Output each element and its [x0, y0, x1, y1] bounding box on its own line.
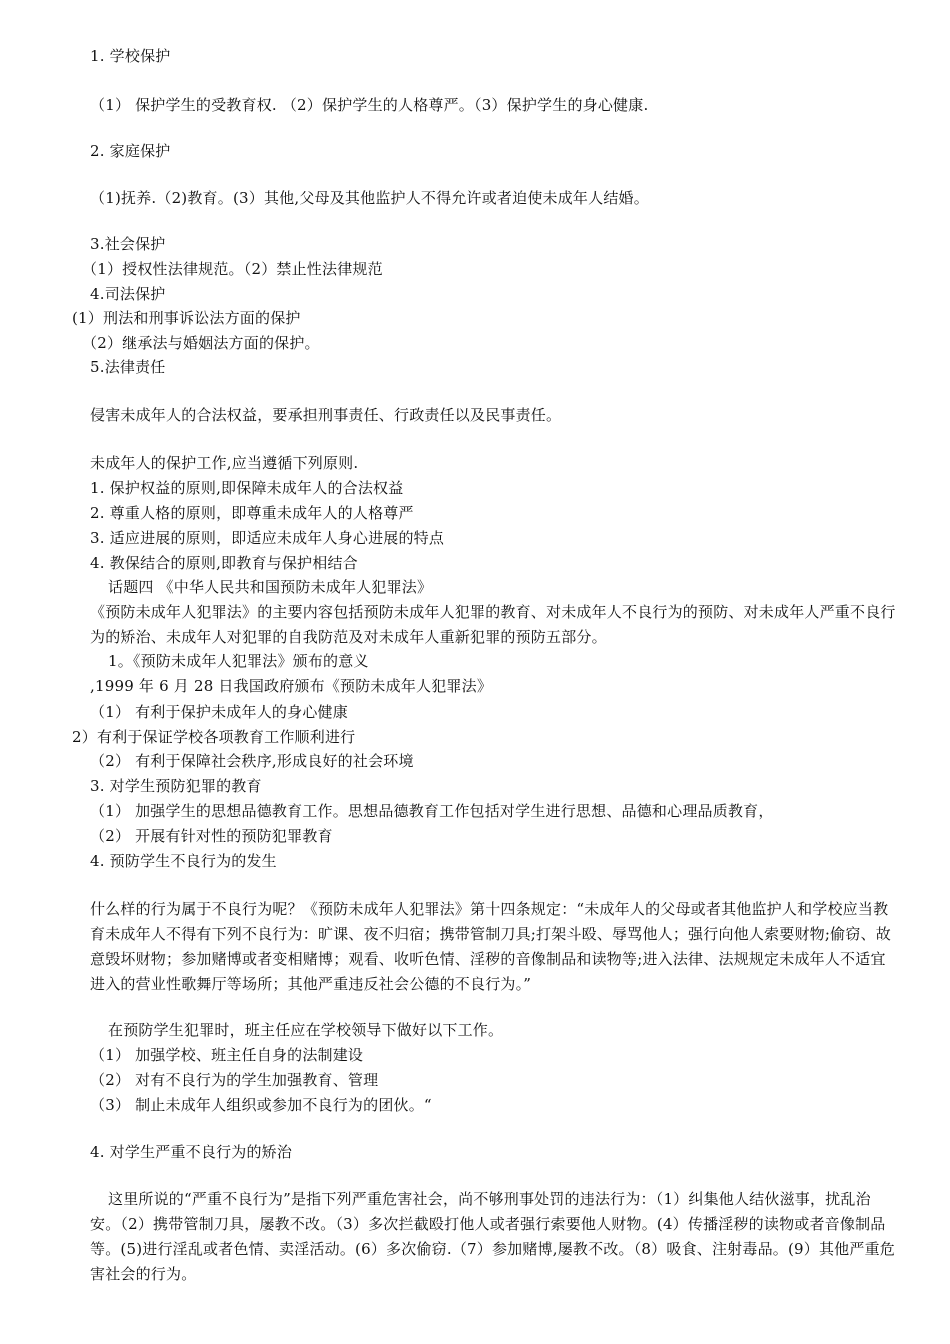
school-protection-items: （1） 保护学生的受教育权. （2）保护学生的人格尊严。（3）保护学生的身心健康. — [90, 96, 649, 114]
teacher-duty-2: （2） 对有不良行为的学生加强教育、管理 — [90, 1071, 379, 1089]
heading-social-protection: 3.社会保护 — [90, 235, 166, 253]
serious-bad-behavior-paragraph: 这里所说的“严重不良行为”是指下列严重危害社会，尚不够刑事处罚的违法行为：（1）纠集他人结伙滋事，扰乱治安。（2）携带管制刀具，屡教不改。（3）多次拦截殴打他人或者强行索要他人财物。(4）传播淫秽的读物或者音像制品等。(5)进行淫乱或者色情、卖淫活动。(6）多次偷窃.（7）参加赌博,屡教不改。（8）吸食、注射毒品。(9）其他严重危害社会的行为。 — [90, 1190, 895, 1283]
heading-school-protection: 1. 学校保护 — [90, 47, 171, 65]
principle-2: 2. 尊重人格的原则，即尊重未成年人的人格尊严 — [90, 504, 414, 522]
social-protection-items: （1）授权性法律规范。（2）禁止性法律规范 — [82, 260, 383, 278]
judicial-protection-item-2: （2）继承法与婚姻法方面的保护。 — [82, 334, 320, 352]
topic-four-heading: 话题四 《中华人民共和国预防未成年人犯罪法》 — [108, 578, 433, 596]
teacher-duty-1: （1） 加强学校、班主任自身的法制建设 — [90, 1046, 364, 1064]
significance-item-2: 2）有利于保证学校各项教育工作顺利进行 — [72, 728, 356, 746]
heading-serious-bad-behavior: 4. 对学生严重不良行为的矫治 — [90, 1143, 293, 1161]
promulgation-date: ,1999 年 6 月 28 日我国政府颁布《预防未成年人犯罪法》 — [90, 677, 493, 695]
principle-1: 1. 保护权益的原则,即保障未成年人的合法权益 — [90, 479, 404, 497]
heading-crime-prevention-education: 3. 对学生预防犯罪的教育 — [90, 777, 262, 795]
significance-heading: 1。《预防未成年人犯罪法》颁布的意义 — [108, 652, 369, 670]
heading-family-protection: 2. 家庭保护 — [90, 142, 171, 160]
teacher-duty-3: （3） 制止未成年人组织或参加不良行为的团伙。“ — [90, 1096, 432, 1114]
heading-legal-liability: 5.法律责任 — [90, 358, 166, 376]
law-content-paragraph: 《预防未成年人犯罪法》的主要内容包括预防未成年人犯罪的教育、对未成年人不良行为的预防、对未成年人严重不良行为的矫治、未成年人对犯罪的自我防范及对未成年人重新犯罪的预防五部分。 — [90, 603, 896, 646]
significance-item-1: （1） 有利于保护未成年人的身心健康 — [90, 703, 348, 721]
education-item-2: （2） 开展有针对性的预防犯罪教育 — [90, 827, 333, 845]
heading-prevent-bad-behavior: 4. 预防学生不良行为的发生 — [90, 852, 277, 870]
legal-liability-text: 侵害未成年人的合法权益，要承担刑事责任、行政责任以及民事责任。 — [90, 406, 562, 424]
principle-3: 3. 适应进展的原则，即适应未成年人身心进展的特点 — [90, 529, 445, 547]
principle-4: 4. 教保结合的原则,即教育与保护相结合 — [90, 554, 358, 572]
heading-judicial-protection: 4.司法保护 — [90, 285, 166, 303]
judicial-protection-item-1: (1）刑法和刑事诉讼法方面的保护 — [72, 309, 301, 327]
bad-behavior-paragraph: 什么样的行为属于不良行为呢？《预防未成年人犯罪法》第十四条规定：“未成年人的父母或者其他监护人和学校应当教育未成年人不得有下列不良行为：旷课、夜不归宿；携带管制刀具;打架斗殴、辱骂他人；强行向他人索要财物;偷窃、故意毁坏财物；参加赌博或者变相赌博；观看、收听色情、淫秽的音像制品和读物等;进入法律、法规规定未成年人不适宜进入的营业性歌舞厅等场所；其他严重违反社会公德的不良行为。” — [90, 900, 891, 993]
education-item-1: （1） 加强学生的思想品德教育工作。思想品德教育工作包括对学生进行思想、品德和心理品质教育， — [90, 802, 774, 820]
significance-item-3: （2） 有利于保障社会秩序,形成良好的社会环境 — [90, 752, 414, 770]
family-protection-items: （1)抚养.（2)教育。(3）其他,父母及其他监护人不得允许或者迫使未成年人结婚。 — [90, 189, 649, 207]
teacher-duties-intro: 在预防学生犯罪时，班主任应在学校领导下做好以下工作。 — [108, 1021, 504, 1039]
principles-intro: 未成年人的保护工作,应当遵循下列原则. — [90, 454, 359, 472]
